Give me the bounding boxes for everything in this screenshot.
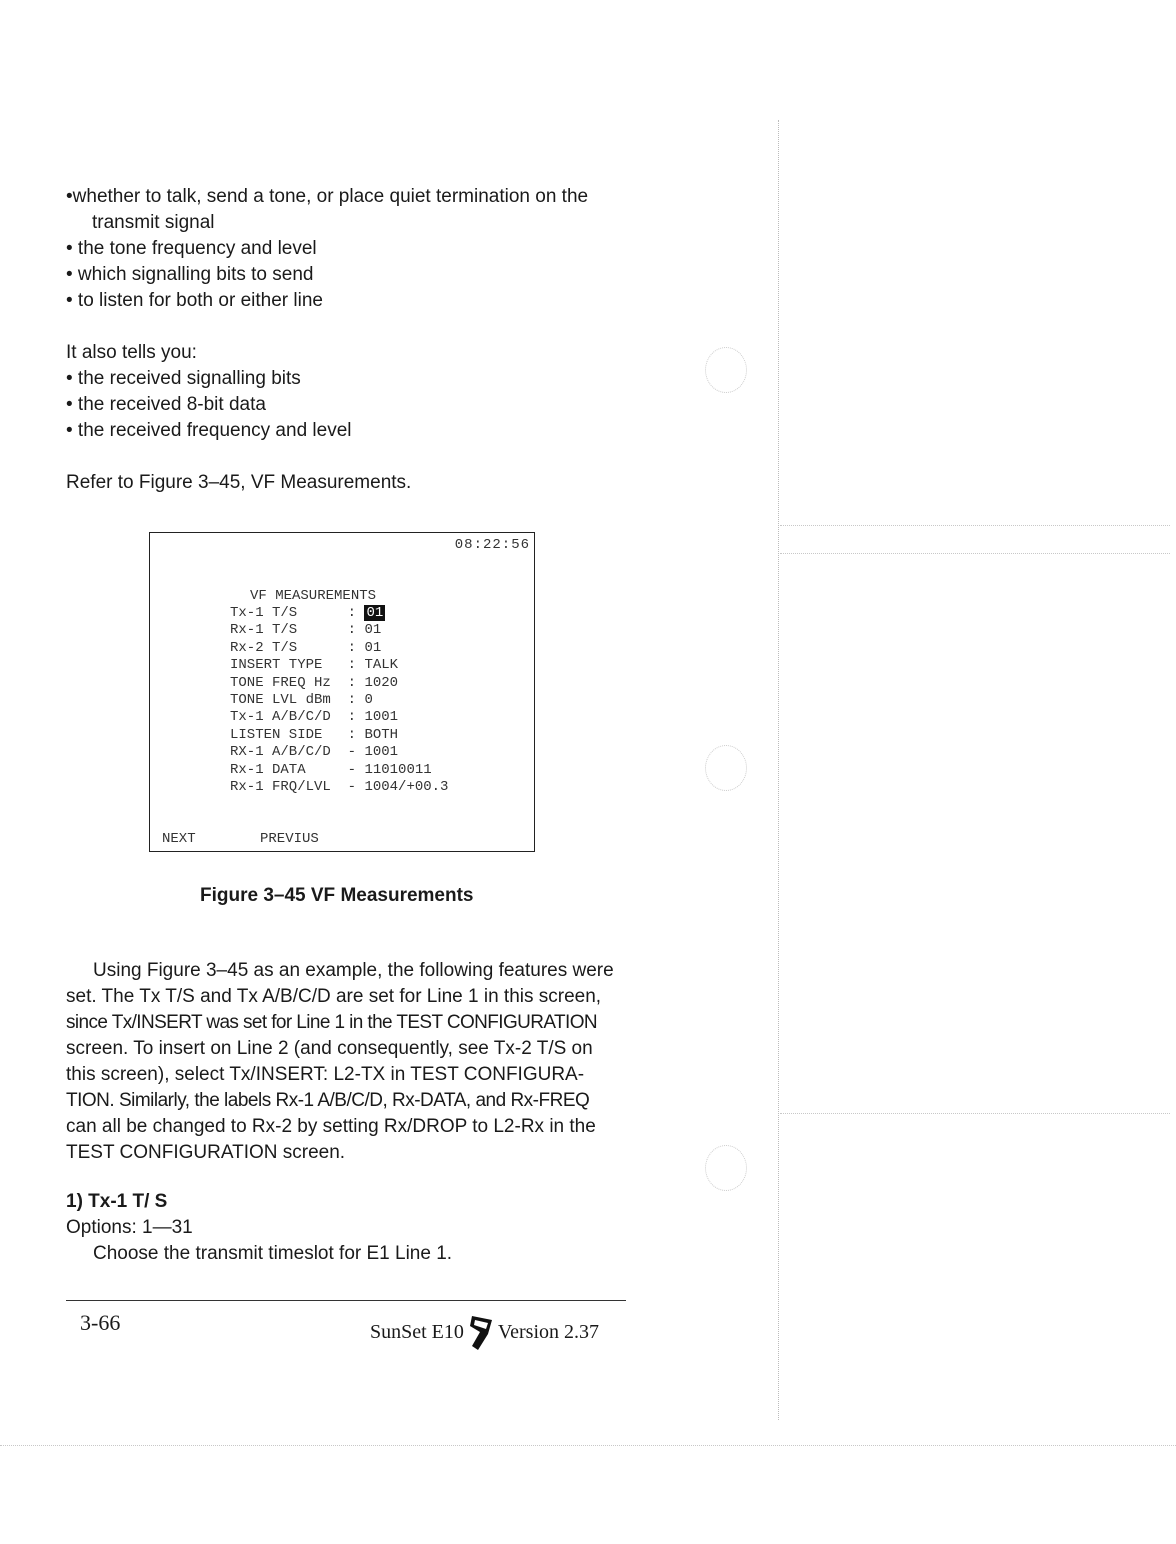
punch-hole-mark (705, 347, 747, 393)
handset-logo-icon (466, 1312, 496, 1352)
row-separator: : (347, 639, 365, 656)
scan-dotted-line (780, 1113, 1170, 1114)
measurement-row (230, 727, 448, 744)
measurement-row (230, 692, 448, 709)
row-label: INSERT TYPE (230, 657, 348, 674)
paragraph-line: screen. To insert on Line 2 (and consequently, see Tx-2 T/S on (66, 1038, 593, 1059)
row-label: LISTEN SIDE (230, 726, 348, 743)
row-separator: : (347, 657, 365, 674)
measurement-row (230, 779, 448, 796)
softkey-previous[interactable]: PREVIUS (260, 831, 319, 847)
row-separator: - (347, 779, 365, 796)
scan-dotted-line (780, 553, 1170, 554)
vf-measurements-screen (149, 532, 535, 852)
intro-bullet-list (66, 184, 588, 314)
options-text: Options: 1—31 (66, 1217, 193, 1238)
row-label: Rx-1 FRQ/LVL (230, 779, 348, 796)
row-separator: : (347, 726, 365, 743)
row-value: 1020 (364, 674, 399, 691)
paragraph-line: since Tx/INSERT was set for Line 1 in the TEST CONFIGURATION (66, 1012, 598, 1033)
screen-clock: 08:22:56 (454, 537, 530, 553)
measurement-row (230, 762, 448, 779)
paragraph-line: can all be changed to Rx-2 by setting Rx/DROP to L2-Rx in the (66, 1116, 596, 1137)
row-value: 01 (364, 639, 382, 656)
row-separator: : (347, 692, 365, 709)
row-label: Rx-1 DATA (230, 761, 348, 778)
row-label: Tx-1 T/S (230, 605, 348, 621)
row-label: Tx-1 A/B/C/D (230, 709, 348, 726)
paragraph-line: this screen), select Tx/INSERT: L2-TX in TEST CONFIGURA- (66, 1064, 585, 1085)
scan-dotted-line (780, 525, 1170, 526)
row-label: Rx-2 T/S (230, 639, 348, 656)
row-value: 01 (364, 622, 382, 639)
bullet-item-continuation: transmit signal (92, 212, 215, 233)
row-separator: : (347, 605, 365, 621)
paragraph-line: TION. Similarly, the labels Rx-1 A/B/C/D, Rx-DATA, and Rx-FREQ (66, 1090, 590, 1111)
row-label: TONE FREQ Hz (230, 674, 348, 691)
bullet-item: • which signalling bits to send (66, 264, 314, 285)
row-label: Rx-1 T/S (230, 622, 348, 639)
row-value: TALK (364, 657, 399, 674)
screen-title: VF MEASUREMENTS (250, 588, 377, 604)
measurement-row (230, 709, 448, 726)
bullet-item: •whether to talk, send a tone, or place quiet termination on the (66, 186, 589, 207)
margin-fold-line (778, 120, 779, 1420)
row-separator: - (347, 761, 365, 778)
footer-rule (66, 1300, 626, 1301)
section-heading: 1) Tx-1 T/ S (66, 1191, 168, 1212)
softkey-next[interactable]: NEXT (162, 831, 196, 847)
row-separator: : (347, 709, 365, 726)
row-label: TONE LVL dBm (230, 692, 348, 709)
row-value: 1004/+00.3 (364, 779, 449, 796)
bullet-item: • the received frequency and level (66, 420, 352, 441)
measurement-row (230, 622, 448, 639)
version-text: Version 2.37 (497, 1320, 600, 1343)
paragraph-line: set. The Tx T/S and Tx A/B/C/D are set for Line 1 in this screen, (66, 986, 602, 1007)
selected-value-cursor: 01 (366, 605, 384, 621)
measurement-row (230, 605, 448, 622)
row-value: BOTH (364, 726, 399, 743)
measurement-row (230, 640, 448, 657)
measurement-row (230, 657, 448, 674)
punch-hole-mark (705, 745, 747, 791)
row-separator: : (347, 674, 365, 691)
bullet-item: • the tone frequency and level (66, 238, 317, 259)
paragraph-line: Using Figure 3–45 as an example, the following features were (93, 960, 614, 981)
body-paragraph (66, 958, 626, 1166)
bullet-item: • the received 8-bit data (66, 394, 266, 415)
row-value: 11010011 (364, 761, 432, 778)
bullet-item: • to listen for both or either line (66, 290, 323, 311)
row-value: 0 (364, 692, 373, 709)
measurement-row (230, 675, 448, 692)
row-separator: - (347, 744, 365, 761)
row-label: RX-1 A/B/C/D (230, 744, 348, 761)
row-separator: : (347, 622, 365, 639)
measurement-rows (230, 605, 448, 796)
figure-caption: Figure 3–45 VF Measurements (200, 885, 474, 906)
scan-dotted-line (0, 1445, 1176, 1446)
description-text: Choose the transmit timeslot for E1 Line 1. (93, 1243, 453, 1264)
footer-product (370, 1312, 599, 1352)
row-value: 1001 (364, 744, 399, 761)
row-value: 1001 (364, 709, 399, 726)
paragraph-line: TEST CONFIGURATION screen. (66, 1142, 346, 1163)
received-bullet-list (66, 340, 352, 444)
figure-reference: Refer to Figure 3–45, VF Measurements. (66, 472, 412, 493)
bullet-item: • the received signalling bits (66, 368, 301, 389)
also-tells-label: It also tells you: (66, 342, 197, 363)
measurement-row (230, 744, 448, 761)
page-number: 3-66 (80, 1310, 121, 1335)
product-name: SunSet E10 (370, 1320, 464, 1343)
punch-hole-mark (705, 1145, 747, 1191)
